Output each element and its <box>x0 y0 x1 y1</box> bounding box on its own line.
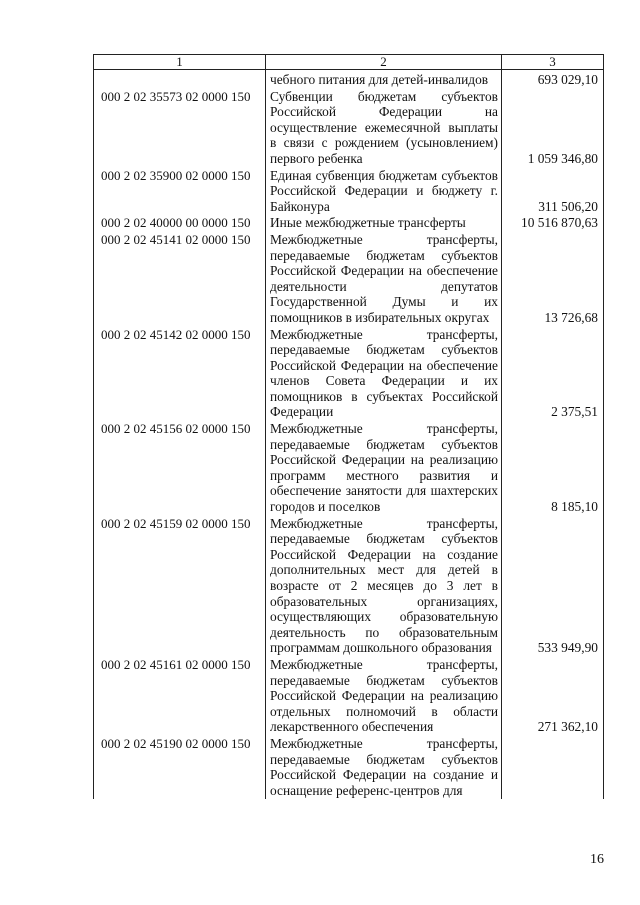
row-code: 000 2 02 35573 02 0000 150 <box>94 89 266 168</box>
table-row <box>94 168 604 216</box>
row-description: Единая субвенция бюджетам субъектов Российской Федерации и бюджету г. Байконура <box>266 168 502 216</box>
row-description: чебного питания для детей-инвалидов <box>266 70 502 89</box>
column-header-3: 3 <box>502 55 604 70</box>
row-code <box>94 70 266 89</box>
table-row <box>94 89 604 168</box>
row-amount: 271 362,10 <box>502 657 604 736</box>
row-code: 000 2 02 45161 02 0000 150 <box>94 657 266 736</box>
table-row <box>94 327 604 422</box>
table-row <box>94 232 604 327</box>
row-amount: 8 185,10 <box>502 421 604 516</box>
row-amount: 533 949,90 <box>502 516 604 657</box>
row-amount: 2 375,51 <box>502 327 604 422</box>
table-header-row <box>94 55 604 70</box>
row-description: Межбюджетные трансферты, передаваемые бюджетам субъектов Российской Федерации на обеспечение членов Совета Федерации и их помощников в субъектах Российской Федерации <box>266 327 502 422</box>
row-description: Межбюджетные трансферты, передаваемые бюджетам субъектов Российской Федерации на создание дополнительных мест для детей в возрасте от 2 месяцев до 3 лет в образовательных организациях, осуществляющих образовательную деятельность по образовательным программам дошкольного образования <box>266 516 502 657</box>
table-row <box>94 70 604 89</box>
column-header-2: 2 <box>266 55 502 70</box>
row-amount <box>502 736 604 799</box>
row-code: 000 2 02 40000 00 0000 150 <box>94 215 266 232</box>
row-code: 000 2 02 45142 02 0000 150 <box>94 327 266 422</box>
row-description: Межбюджетные трансферты, передаваемые бюджетам субъектов Российской Федерации на обеспечение деятельности депутатов Государственной Думы и их помощников в избирательных округах <box>266 232 502 327</box>
page-number: 16 <box>590 852 604 867</box>
row-description: Межбюджетные трансферты, передаваемые бюджетам субъектов Российской Федерации на реализацию отдельных полномочий в области лекарственного обеспечения <box>266 657 502 736</box>
row-code: 000 2 02 45141 02 0000 150 <box>94 232 266 327</box>
table-row <box>94 215 604 232</box>
row-amount: 10 516 870,63 <box>502 215 604 232</box>
table-row <box>94 657 604 736</box>
row-description: Межбюджетные трансферты, передаваемые бюджетам субъектов Российской Федерации на реализацию программ местного развития и обеспечение занятости для шахтерских городов и поселков <box>266 421 502 516</box>
table-row <box>94 736 604 799</box>
table-row <box>94 421 604 516</box>
row-code: 000 2 02 45190 02 0000 150 <box>94 736 266 799</box>
column-header-1: 1 <box>94 55 266 70</box>
row-description: Субвенции бюджетам субъектов Российской Федерации на осуществление ежемесячной выплаты в связи с рождением (усыновлением) первого ребенка <box>266 89 502 168</box>
row-amount: 13 726,68 <box>502 232 604 327</box>
row-code: 000 2 02 45156 02 0000 150 <box>94 421 266 516</box>
budget-table <box>93 54 604 799</box>
row-amount: 311 506,20 <box>502 168 604 216</box>
row-code: 000 2 02 45159 02 0000 150 <box>94 516 266 657</box>
row-amount: 693 029,10 <box>502 70 604 89</box>
row-code: 000 2 02 35900 02 0000 150 <box>94 168 266 216</box>
row-amount: 1 059 346,80 <box>502 89 604 168</box>
row-description: Иные межбюджетные трансферты <box>266 215 502 232</box>
table-row <box>94 516 604 657</box>
row-description: Межбюджетные трансферты, передаваемые бюджетам субъектов Российской Федерации на создание и оснащение референс-центров для <box>266 736 502 799</box>
